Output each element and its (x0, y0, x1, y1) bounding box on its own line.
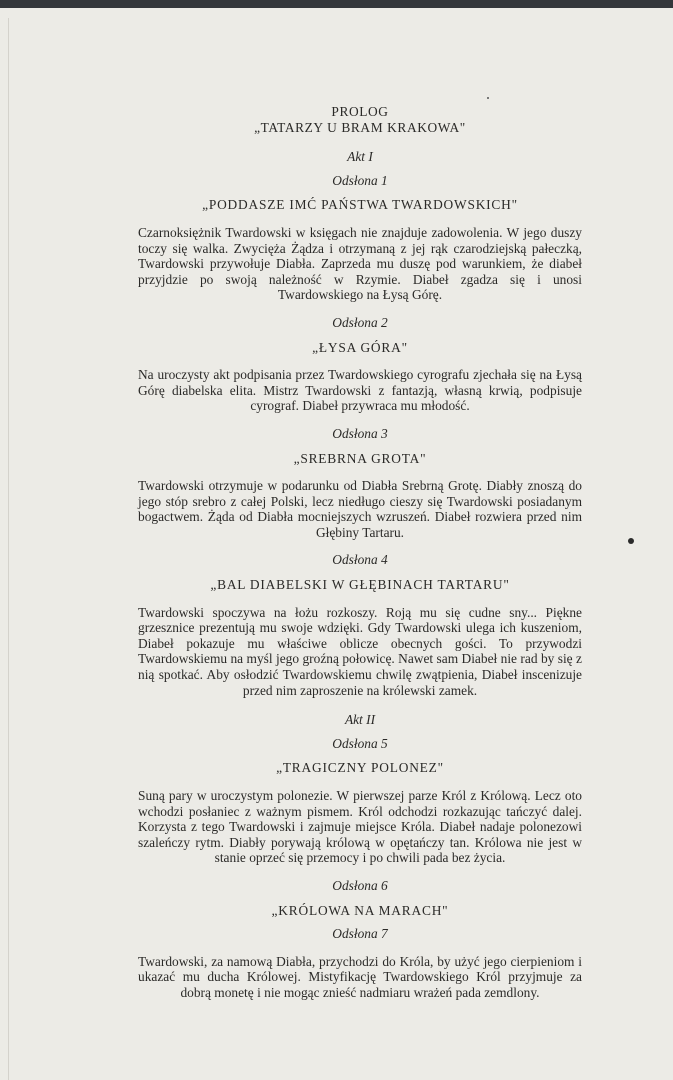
scene-7-label: Odsłona 7 (332, 926, 388, 942)
program-text (138, 104, 582, 1001)
scene-2-label: Odsłona 2 (332, 314, 388, 330)
scene-3-text: Twardowski otrzymuje w podarunku od Diabła Srebrną Grotę. Diabły znoszą do jego stóp srebro z całej Polski, lecz niedługo cieszy się Twardowski posiadanym bogactwem. Żąda od Diabła mocniejszych wzruszeń. Diabeł rozwiera przed nim Głębiny Tartaru. (138, 478, 582, 540)
scene-3-title: „SREBRNA GROTA" (293, 450, 427, 466)
prologue-label: PROLOG (331, 104, 389, 119)
scene-3-label: Odsłona 3 (332, 425, 388, 441)
act-1-label: Akt I (347, 149, 373, 165)
scene-4-text: Twardowski spoczywa na łożu rozkoszy. Roją mu się cudne sny... Piękne grzesznice prezentują mu swoje wdzięki. Gdy Twardowski ulega ich kuszeniom, Diabeł pokazuje mu właściwe oblicze obecnych gości. To przywodzi Twardowskiemu na myśl jego groźną połowicę. Nawet sam Diabeł nie rad by się z nią spotkać. Aby osłodzić Twardowskiemu chwilę zwątpienia, Diabeł inscenizuje przed nim zaproszenie na królewski zamek. (138, 604, 582, 698)
scene-4-label: Odsłona 4 (332, 552, 388, 568)
scene-5-title: „TRAGICZNY POLONEZ" (276, 760, 444, 776)
scene-1-text: Czarnoksiężnik Twardowski w księgach nie znajduje zadowolenia. W jego duszy toczy się walka. Zwycięża Żądza i otrzymaną z jej rąk czarodziejską pałeczką, Twardowski przywołuje Diabła. Zaprzeda mu duszę pod warunkiem, że diabeł przyjdzie po swoją należność w Rzymie. Diabeł zgadza się i unosi Twardowskiego na Łysą Górę. (138, 224, 582, 303)
scene-2-text: Na uroczysty akt podpisania przez Twardowskiego cyrografu zjechała się na Łysą Górę diabelska elita. Mistrz Twardowski z fantazją, własną krwią, podpisuje cyrograf. Diabeł przywraca mu młodość. (138, 367, 582, 414)
scene-2-title: „ŁYSA GÓRA" (312, 339, 408, 355)
paper-speck (487, 97, 489, 99)
scene-5-label: Odsłona 5 (332, 735, 388, 751)
scene-7-text: Twardowski, za namową Diabła, przychodzi do Króla, by użyć jego cierpieniom i ukazać mu ducha Królowej. Mistyfikację Twardowskiego Król przyjmuje za dobrą monetę i nie mogąc znieść nadmiaru wrażeń pada zemdlony. (138, 953, 582, 1000)
page-fold-line (8, 18, 9, 1080)
scene-1-label: Odsłona 1 (332, 172, 388, 188)
scene-5-text: Suną pary w uroczystym polonezie. W pierwszej parze Król z Królową. Lecz oto wchodzi posłaniec z ważnym pismem. Król odchodzi rozkazując tańczyć dalej. Korzysta z tego Twardowski i zajmuje miejsce Króla. Diabeł nadaje polonezowi szaleńczy rytm. Diabły porywają królową w opętańczy tan. Królowa nie jest w stanie oprzeć się przemocy i po chwili pada bez życia. (138, 788, 582, 866)
act-2-label: Akt II (344, 712, 376, 728)
scene-6-title: „KRÓLOWA NA MARACH" (271, 902, 449, 918)
scene-4-title: „BAL DIABELSKI W GŁĘBINACH TARTARU" (210, 577, 510, 593)
margin-dot (628, 538, 634, 544)
scene-6-label: Odsłona 6 (332, 877, 388, 893)
prologue-title: „TATARZY U BRAM KRAKOWA" (254, 119, 466, 135)
scene-1-title: „PODDASZE IMĆ PAŃSTWA TWARDOWSKICH" (202, 197, 518, 213)
